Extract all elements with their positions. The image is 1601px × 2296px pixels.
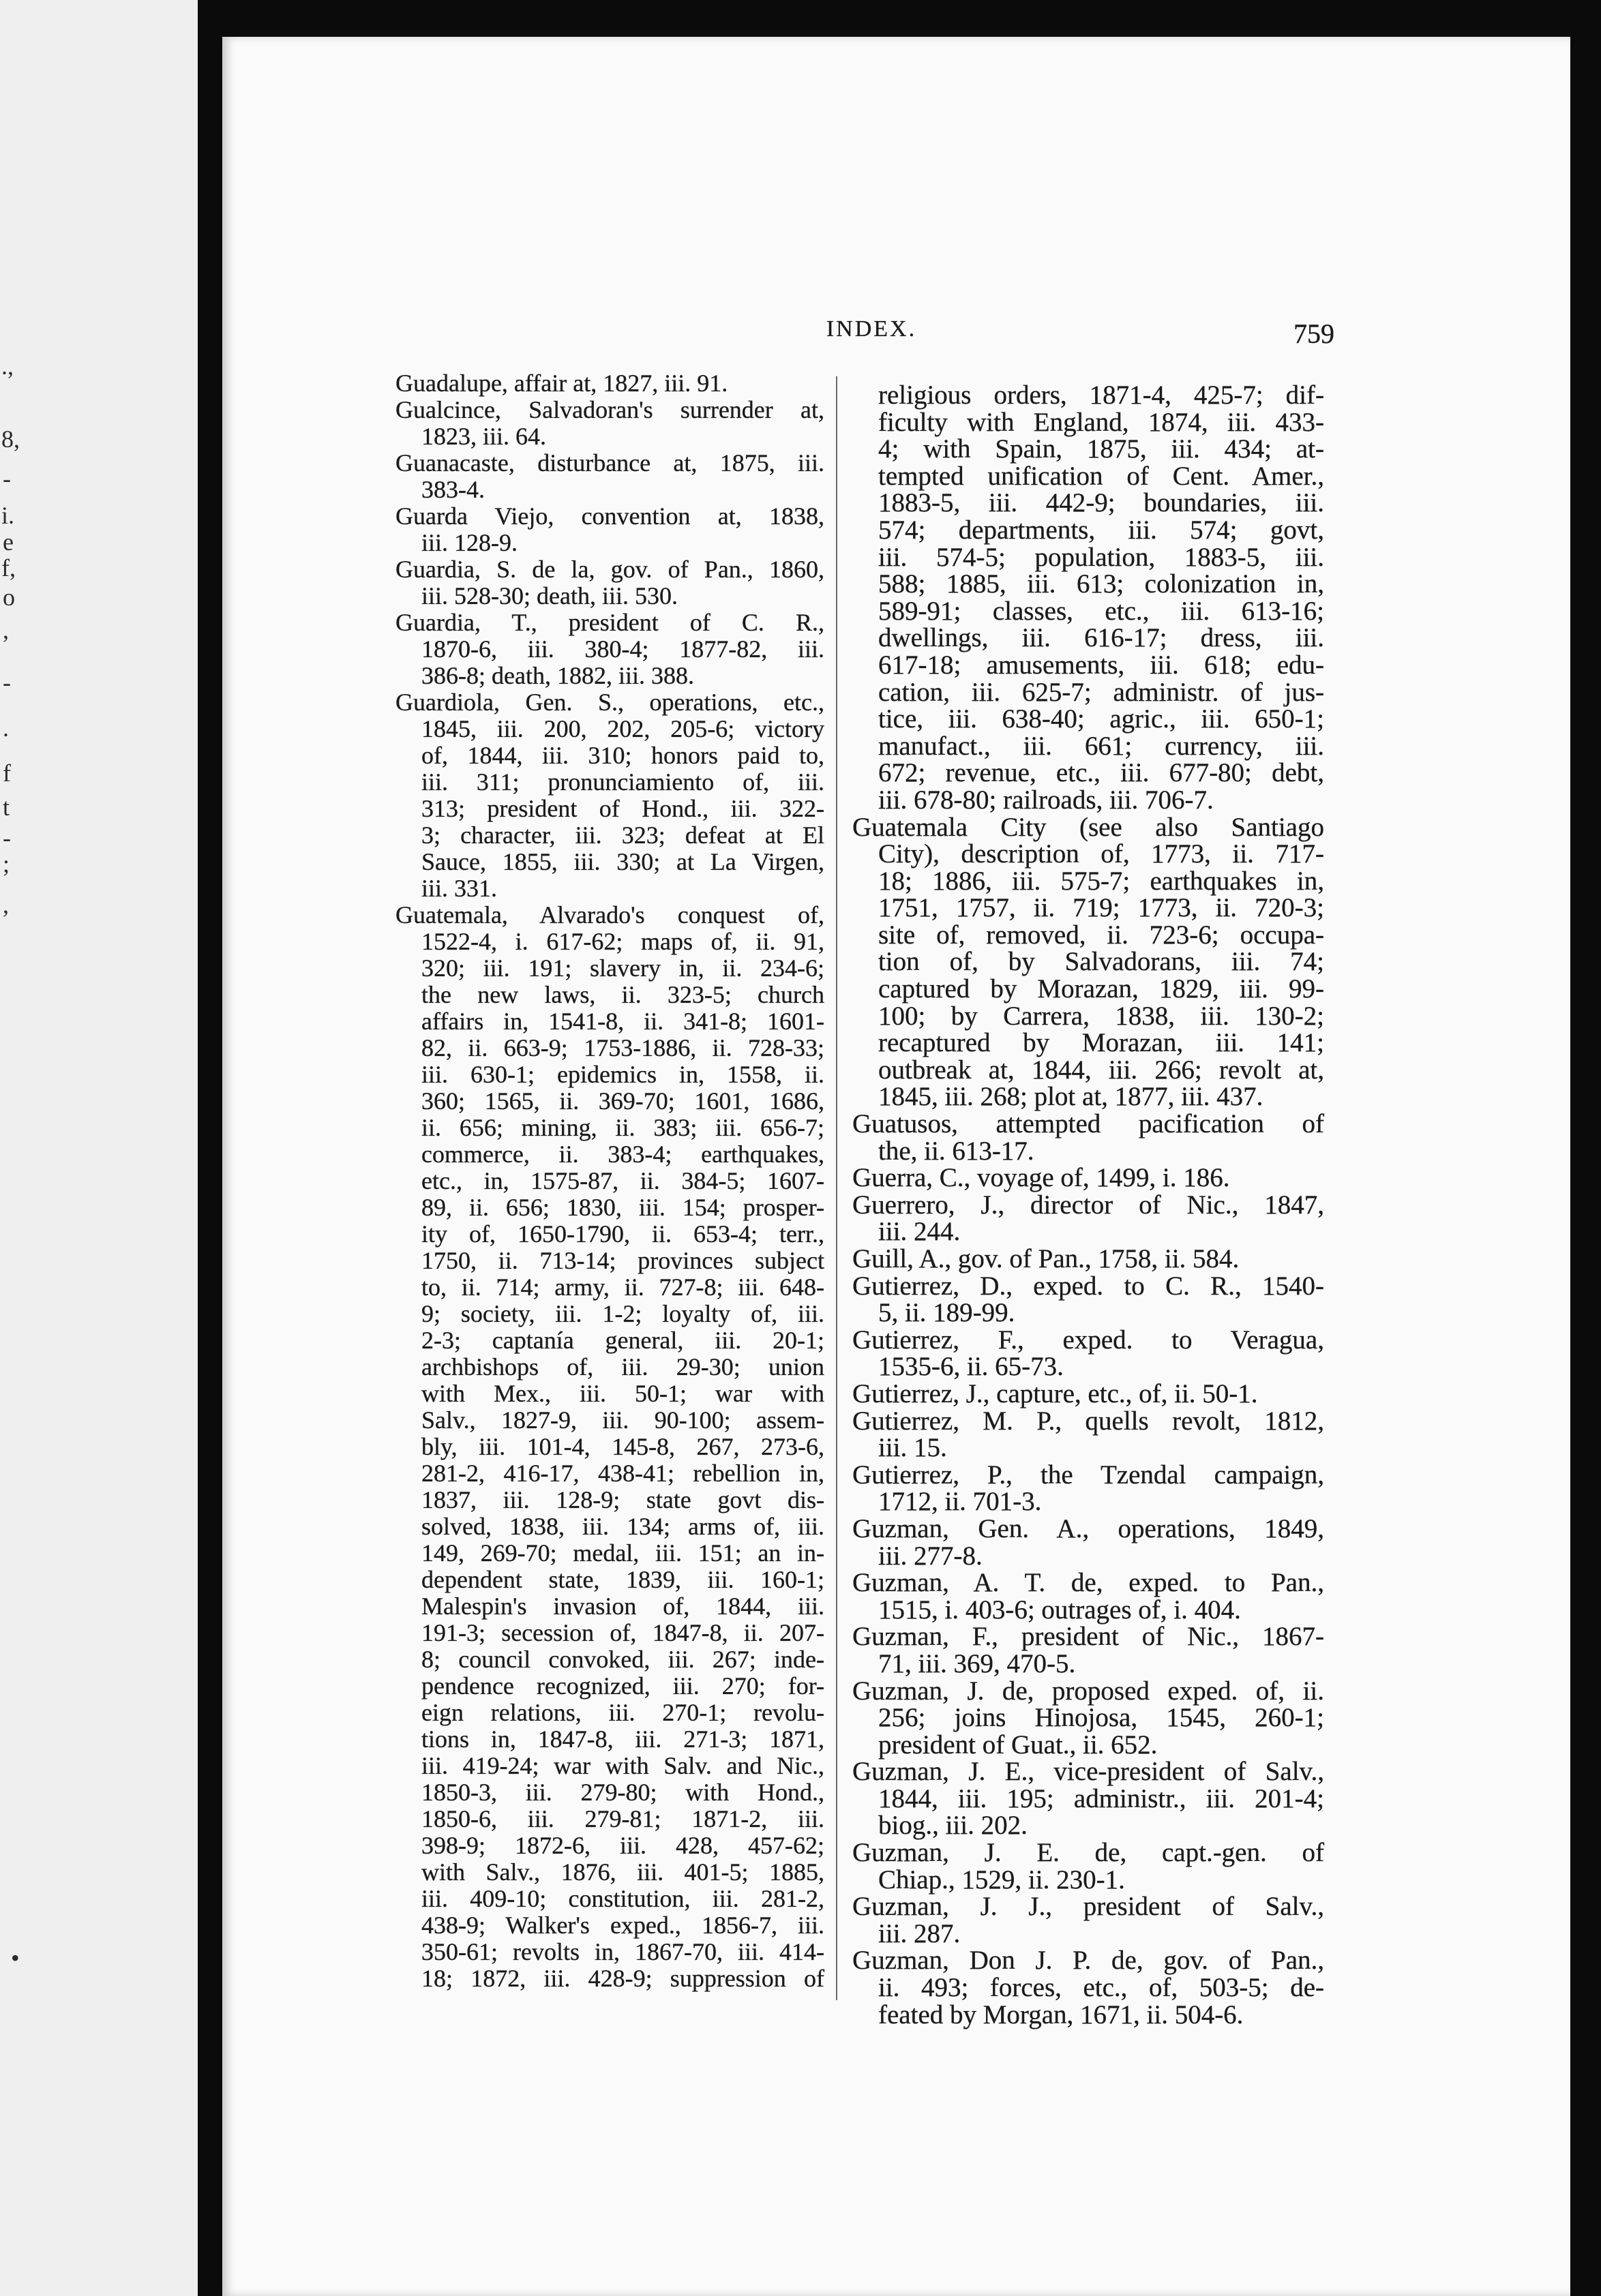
- entry-line: iii. 128-9.: [421, 529, 518, 556]
- index-entry: [395, 450, 824, 503]
- entry-line: 1844, iii. 195; administr., iii. 201-4;: [878, 1783, 1324, 1813]
- entry-line: 5, ii. 189-99.: [878, 1298, 1015, 1328]
- index-entry: [852, 1462, 1324, 1515]
- entry-line: 3; character, iii. 323; defeat at El: [421, 821, 824, 849]
- entry-heading-line: Guzman, F., president of Nic., 1867-: [852, 1622, 1324, 1652]
- entry-line: with Salv., 1876, iii. 401-5; 1885,: [421, 1858, 824, 1886]
- index-entry: [395, 503, 824, 556]
- index-entry: [395, 609, 824, 689]
- entry-line: 71, iii. 369, 470-5.: [878, 1648, 1076, 1678]
- entry-line: 398-9; 1872-6, iii. 428, 457-62;: [421, 1832, 824, 1859]
- entry-line: 1522-4, i. 617-62; maps of, ii. 91,: [421, 928, 824, 955]
- index-entry: [852, 1569, 1324, 1623]
- facing-page-fragment: -: [3, 824, 11, 851]
- entry-line: 256; joins Hinojosa, 1545, 260-1;: [878, 1703, 1324, 1733]
- index-entry: [395, 689, 824, 902]
- entry-line: to, ii. 714; army, ii. 727-8; iii. 648-: [421, 1273, 824, 1301]
- entry-line: iii. 678-80; railroads, iii. 706-7.: [878, 785, 1214, 815]
- entry-line: 360; 1565, ii. 369-70; 1601, 1686,: [421, 1087, 824, 1115]
- entry-line: 383-4.: [421, 476, 485, 503]
- entry-line: iii. 409-10; constitution, iii. 281-2,: [421, 1885, 824, 1912]
- entry-line: Salv., 1827-9, iii. 90-100; assem-: [421, 1406, 824, 1434]
- index-entry: [852, 1327, 1324, 1380]
- entry-heading-line: Gutierrez, F., exped. to Veragua,: [852, 1325, 1324, 1355]
- entry-heading-line: Guzman, J. de, proposed exped. of, ii.: [852, 1676, 1324, 1706]
- facing-page-fragment: ;: [3, 850, 10, 877]
- entry-line: president of Guat., ii. 652.: [878, 1729, 1158, 1759]
- entry-line: captured by Morazan, 1829, iii. 99-: [878, 974, 1324, 1004]
- entry-line: 1837, iii. 128-9; state govt dis-: [421, 1486, 824, 1513]
- index-entry: [852, 1164, 1324, 1192]
- entry-line: iii. 528-30; death, iii. 530.: [421, 582, 678, 609]
- entry-line: iii. 419-24; war with Salv. and Nic.,: [421, 1752, 824, 1779]
- index-entry: [852, 1245, 1324, 1273]
- entry-line: City), description of, 1773, ii. 717-: [878, 839, 1324, 869]
- entry-heading-line: Guadalupe, affair at, 1827, iii. 91.: [395, 369, 728, 397]
- facing-page-fragment: i.: [1, 502, 15, 529]
- entry-line: 2-3; captanía general, iii. 20-1;: [421, 1327, 824, 1354]
- entry-heading-line: Gutierrez, J., capture, etc., of, ii. 50-1.: [852, 1378, 1258, 1408]
- entry-line: iii. 331.: [421, 875, 498, 902]
- entry-line: with Mex., iii. 50-1; war with: [421, 1380, 824, 1407]
- entry-heading-line: Guerra, C., voyage of, 1499, i. 186.: [852, 1163, 1230, 1193]
- entry-line: the new laws, ii. 323-5; church: [421, 981, 824, 1008]
- entry-line: ity of, 1650-1790, ii. 653-4; terr.,: [421, 1220, 824, 1248]
- entry-line: affairs in, 1541-8, ii. 341-8; 1601-: [421, 1008, 824, 1035]
- entry-line: 281-2, 416-17, 438-41; rebellion in,: [421, 1460, 824, 1487]
- facing-page-fragment: .,: [1, 352, 14, 380]
- entry-heading-line: Guardia, S. de la, gov. of Pan., 1860,: [395, 556, 824, 583]
- entry-line: 588; 1885, iii. 613; colonization in,: [878, 569, 1324, 599]
- entry-line: 617-18; amusements, iii. 618; edu-: [878, 650, 1324, 680]
- index-entry: [852, 382, 1324, 814]
- entry-line: 1751, 1757, ii. 719; 1773, ii. 720-3;: [878, 893, 1324, 923]
- right-column: [852, 382, 1324, 2028]
- entry-line: iii. 244.: [878, 1217, 961, 1247]
- entry-line: 1535-6, ii. 65-73.: [878, 1352, 1064, 1382]
- entry-line: 8; council convoked, iii. 267; inde-: [421, 1646, 824, 1673]
- entry-line: religious orders, 1871-4, 425-7; dif-: [878, 380, 1324, 410]
- page-number: 759: [1293, 318, 1334, 349]
- entry-heading-line: Guzman, J. E. de, capt.-gen. of: [852, 1838, 1324, 1868]
- entry-line: 191-3; secession of, 1847-8, ii. 207-: [421, 1619, 824, 1646]
- index-entry: [852, 1111, 1324, 1164]
- entry-line: iii. 287.: [878, 1918, 961, 1948]
- facing-page-fragment: f: [3, 759, 11, 787]
- facing-page-fragment: .: [3, 714, 9, 742]
- entry-line: ii. 493; forces, etc., of, 503-5; de-: [878, 1973, 1324, 2003]
- entry-line: dwellings, iii. 616-17; dress, iii.: [878, 623, 1324, 653]
- entry-line: 1883-5, iii. 442-9; boundaries, iii.: [878, 488, 1324, 518]
- entry-line: ficulty with England, 1874, iii. 433-: [878, 407, 1324, 437]
- book-page: [222, 37, 1570, 2296]
- entry-line: tion of, by Salvadorans, iii. 74;: [878, 947, 1324, 977]
- facing-page-fragment: ,: [3, 616, 9, 644]
- index-entry: [395, 902, 824, 1992]
- entry-heading-line: Gutierrez, M. P., quells revolt, 1812,: [852, 1406, 1324, 1436]
- entry-heading-line: Guatemala, Alvarado's conquest of,: [395, 901, 824, 928]
- entry-line: ii. 656; mining, ii. 383; iii. 656-7;: [421, 1114, 824, 1141]
- facing-page-fragment: •: [11, 1944, 20, 1972]
- entry-line: etc., in, 1575-87, ii. 384-5; 1607-: [421, 1167, 824, 1194]
- entry-line: 82, ii. 663-9; 1753-1886, ii. 728-33;: [421, 1034, 824, 1061]
- entry-heading-line: Guzman, Gen. A., operations, 1849,: [852, 1513, 1324, 1543]
- entry-line: 1850-3, iii. 279-80; with Hond.,: [421, 1779, 824, 1806]
- index-entry: [395, 370, 824, 397]
- entry-line: 1845, iii. 268; plot at, 1877, iii. 437.: [878, 1082, 1263, 1112]
- entry-heading-line: Guatusos, attempted pacification of: [852, 1109, 1324, 1139]
- entry-line: solved, 1838, iii. 134; arms of, iii.: [421, 1513, 824, 1540]
- entry-heading-line: Guanacaste, disturbance at, 1875, iii.: [395, 449, 824, 477]
- index-entry: [852, 1947, 1324, 2028]
- entry-line: eign relations, iii. 270-1; revolu-: [421, 1699, 824, 1726]
- entry-heading-line: Gualcince, Salvadoran's surrender at,: [395, 396, 824, 423]
- index-entry: [852, 1273, 1324, 1327]
- facing-page-fragment: ,: [3, 891, 9, 918]
- entry-line: 1515, i. 403-6; outrages of, i. 404.: [878, 1595, 1241, 1625]
- entry-line: 350-61; revolts in, 1867-70, iii. 414-: [421, 1938, 824, 1965]
- entry-line: feated by Morgan, 1671, ii. 504-6.: [878, 1999, 1244, 2029]
- entry-heading-line: Guzman, A. T. de, exped. to Pan.,: [852, 1568, 1324, 1598]
- left-column: [395, 370, 824, 1992]
- entry-line: 1870-6, iii. 380-4; 1877-82, iii.: [421, 635, 824, 663]
- entry-line: 18; 1872, iii. 428-9; suppression of: [421, 1965, 824, 1992]
- entry-line: 320; iii. 191; slavery in, ii. 234-6;: [421, 954, 824, 982]
- entry-line: dependent state, 1839, iii. 160-1;: [421, 1566, 824, 1593]
- entry-line: recaptured by Morazan, iii. 141;: [878, 1028, 1324, 1058]
- entry-line: site of, removed, ii. 723-6; occupa-: [878, 920, 1324, 950]
- index-entry: [852, 1893, 1324, 1947]
- index-entry: [852, 1758, 1324, 1839]
- running-head: INDEX.: [826, 316, 917, 342]
- entry-line: Sauce, 1855, iii. 330; at La Virgen,: [421, 848, 824, 875]
- entry-line: 1750, ii. 713-14; provinces subject: [421, 1247, 824, 1274]
- entry-heading-line: Guzman, Don J. P. de, gov. of Pan.,: [852, 1946, 1324, 1976]
- entry-line: 1712, ii. 701-3.: [878, 1487, 1042, 1517]
- entry-line: outbreak at, 1844, iii. 266; revolt at,: [878, 1055, 1324, 1085]
- facing-page-fragment: t: [3, 794, 10, 821]
- entry-line: manufact., iii. 661; currency, iii.: [878, 731, 1324, 761]
- entry-line: 1845, iii. 200, 202, 205-6; victory: [421, 715, 824, 742]
- facing-page-fragment: -: [3, 669, 11, 696]
- entry-line: 1823, iii. 64.: [421, 423, 547, 450]
- entry-line: pendence recognized, iii. 270; for-: [421, 1672, 824, 1700]
- entry-line: 574; departments, iii. 574; govt,: [878, 515, 1324, 545]
- entry-line: 672; revenue, etc., iii. 677-80; debt,: [878, 758, 1324, 788]
- entry-line: commerce, ii. 383-4; earthquakes,: [421, 1141, 824, 1168]
- facing-page-fragment: o: [3, 584, 15, 611]
- entry-line: the, ii. 613-17.: [878, 1136, 1034, 1166]
- entry-line: 9; society, iii. 1-2; loyalty of, iii.: [421, 1300, 824, 1327]
- entry-line: 386-8; death, 1882, iii. 388.: [421, 662, 694, 689]
- entry-line: iii. 630-1; epidemics in, 1558, ii.: [421, 1061, 824, 1088]
- entry-line: iii. 311; pronunciamiento of, iii.: [421, 768, 824, 796]
- index-entry: [852, 1380, 1324, 1408]
- entry-line: iii. 574-5; population, 1883-5, iii.: [878, 542, 1324, 572]
- entry-heading-line: Guzman, J. E., vice-president of Salv.,: [852, 1757, 1324, 1787]
- index-entry: [852, 1408, 1324, 1462]
- index-entry: [395, 397, 824, 450]
- entry-heading-line: Guerrero, J., director of Nic., 1847,: [852, 1190, 1324, 1220]
- entry-heading-line: Guarda Viejo, convention at, 1838,: [395, 502, 824, 530]
- entry-line: 1850-6, iii. 279-81; 1871-2, iii.: [421, 1805, 824, 1832]
- entry-line: biog., iii. 202.: [878, 1811, 1028, 1841]
- entry-line: tions in, 1847-8, iii. 271-3; 1871,: [421, 1725, 824, 1753]
- entry-line: 100; by Carrera, 1838, iii. 130-2;: [878, 1001, 1324, 1031]
- entry-heading-line: Guardia, T., president of C. R.,: [395, 609, 824, 636]
- entry-line: 589-91; classes, etc., iii. 613-16;: [878, 596, 1324, 626]
- column-rule: [836, 376, 837, 2000]
- entry-line: of, 1844, iii. 310; honors paid to,: [421, 742, 824, 769]
- entry-line: 313; president of Hond., iii. 322-: [421, 795, 824, 822]
- entry-heading-line: Guill, A., gov. of Pan., 1758, ii. 584.: [852, 1244, 1240, 1273]
- facing-page-fragment: -: [3, 465, 11, 492]
- entry-heading-line: Guzman, J. J., president of Salv.,: [852, 1892, 1324, 1922]
- index-entry: [852, 1623, 1324, 1677]
- entry-line: tempted unification of Cent. Amer.,: [878, 461, 1324, 491]
- entry-line: bly, iii. 101-4, 145-8, 267, 273-6,: [421, 1433, 824, 1460]
- index-entry: [852, 1515, 1324, 1569]
- entry-heading-line: Gutierrez, P., the Tzendal campaign,: [852, 1460, 1324, 1490]
- facing-page-fragment: 8,: [1, 425, 20, 453]
- entry-line: cation, iii. 625-7; administr. of jus-: [878, 677, 1324, 707]
- entry-line: iii. 277-8.: [878, 1541, 983, 1571]
- entry-line: 149, 269-70; medal, iii. 151; an in-: [421, 1539, 824, 1567]
- entry-heading-line: Guatemala City (see also Santiago: [852, 812, 1324, 842]
- entry-line: Malespin's invasion of, 1844, iii.: [421, 1592, 824, 1620]
- index-entry: [395, 556, 824, 609]
- entry-line: 89, ii. 656; 1830, iii. 154; prosper-: [421, 1194, 824, 1221]
- entry-line: 4; with Spain, 1875, iii. 434; at-: [878, 434, 1324, 464]
- index-entry: [852, 1678, 1324, 1759]
- entry-heading-line: Guardiola, Gen. S., operations, etc.,: [395, 689, 824, 716]
- entry-line: tice, iii. 638-40; agric., iii. 650-1;: [878, 704, 1324, 734]
- facing-page: [0, 0, 198, 2296]
- index-entry: [852, 814, 1324, 1111]
- entry-line: 18; 1886, iii. 575-7; earthquakes in,: [878, 866, 1324, 896]
- facing-page-fragment: f,: [1, 554, 16, 581]
- entry-line: Chiap., 1529, ii. 230-1.: [878, 1864, 1125, 1894]
- entry-line: iii. 15.: [878, 1433, 947, 1463]
- entry-line: archbishops of, iii. 29-30; union: [421, 1353, 824, 1380]
- index-entry: [852, 1839, 1324, 1893]
- entry-heading-line: Gutierrez, D., exped. to C. R., 1540-: [852, 1271, 1324, 1301]
- facing-page-fragment: e: [3, 528, 14, 556]
- index-entry: [852, 1192, 1324, 1245]
- entry-line: 438-9; Walker's exped., 1856-7, iii.: [421, 1912, 824, 1939]
